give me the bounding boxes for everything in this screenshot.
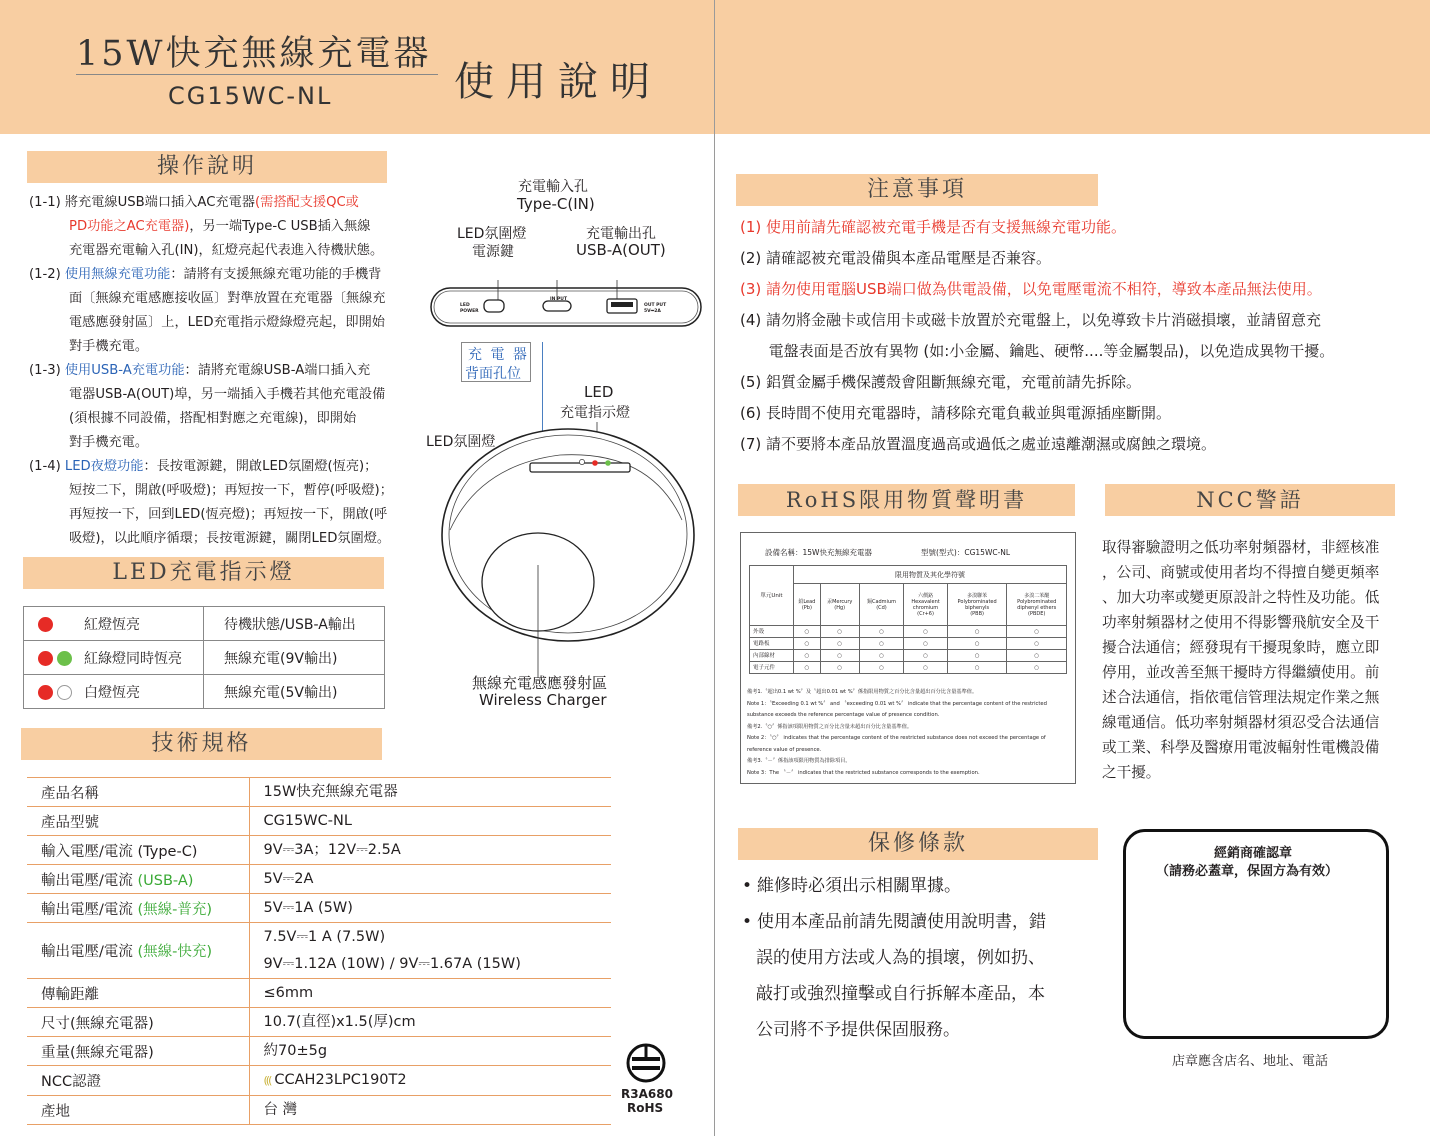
led-indicator-table <box>23 606 385 709</box>
instruction-text: ：請將有支援無線充電功能的手機背 <box>170 267 382 282</box>
spec-value <box>249 807 611 836</box>
rohs-footnote: 備考1.〝超出0.1 wt %〞及〝超出0.01 wt %〞係指限用物質之百分比含量超出百分比含量基準值。 <box>747 689 978 695</box>
back-hole-label-2: 背面孔位 <box>465 366 521 382</box>
ncc-line: 功率射頻器材之使用不得影響飛航安全及干 <box>1102 614 1380 631</box>
note-item: (5) 鋁質金屬手機保護殼會阻斷無線充電，充電前請先拆除。 <box>740 373 1142 391</box>
warranty-line <box>740 904 1110 940</box>
rohs-mark: ○ <box>1007 650 1067 662</box>
spec-row <box>27 778 611 807</box>
wireless-zone-label-en: Wireless Charger <box>479 691 607 709</box>
led-status-cell: 待機狀態/USB-A輸出 <box>204 607 385 641</box>
led-state-cell <box>24 641 204 675</box>
warranty-text: 公司將不予提供保固服務。 <box>756 1020 960 1040</box>
note-item: (3) 請勿使用電腦USB端口做為供電設備，以免電壓電流不相符，導致本產品無法使用。 <box>740 280 1322 298</box>
rohs-footnote: Note 2：〝○〞 indicates that the percentage content of the restricted substance does not exceed the percentage of <box>747 735 1046 741</box>
led-indicator-label-1: LED <box>584 383 614 401</box>
spec-value-line <box>264 807 612 835</box>
led-dot-icon <box>38 617 53 632</box>
rohs-mark: ○ <box>820 638 859 650</box>
ncc-line: 線電通信。低功率射頻器材須忍受合法通信 <box>1102 714 1380 731</box>
spec-key-variant: (USB-A) <box>137 872 194 889</box>
charger-diagram <box>420 170 710 730</box>
rohs-mark: ○ <box>904 638 948 650</box>
spec-value-text: CG15WC-NL <box>263 813 352 829</box>
spec-value <box>249 865 611 894</box>
rohs-mark: ○ <box>904 626 948 638</box>
spec-value-line <box>264 865 612 893</box>
spec-value-text: 15W快充無線充電器 <box>263 784 398 800</box>
spec-key <box>27 836 249 865</box>
rohs-unit-row <box>750 638 1067 650</box>
led-row <box>24 607 385 641</box>
rohs-mark: ○ <box>859 626 904 638</box>
rohs-unit: 內部線材 <box>750 650 794 662</box>
output-port-type-label: USB-A(OUT) <box>576 241 666 259</box>
spec-value-line <box>264 1066 612 1095</box>
instruction-text: PD功能之AC充電器) <box>69 219 190 234</box>
instruction-line <box>29 239 424 263</box>
rohs-footnote: 備考3.〝－〞係指該項限用物質為排除項目。 <box>747 758 851 764</box>
instruction-line <box>29 359 424 383</box>
ncc-line: 取得審驗證明之低功率射頻器材，非經核准 <box>1102 539 1380 556</box>
rohs-unit-row <box>750 662 1067 674</box>
spec-key <box>27 923 249 979</box>
spec-row <box>27 1096 611 1125</box>
stamp-subtitle: （請務必蓋章，保固方為有效） <box>1156 864 1339 879</box>
rohs-substance-row <box>750 584 1067 626</box>
instruction-line <box>29 263 424 287</box>
spec-value-line <box>264 924 612 951</box>
rohs-table-wrap <box>749 565 1067 674</box>
instruction-line <box>29 215 424 239</box>
product-model: CG15WC-NL <box>168 82 333 110</box>
spec-value-text: 約70±5g <box>263 1043 328 1059</box>
instruction-text: (須根據不同設備，搭配相對應之充電線)，即開始 <box>69 411 357 426</box>
spec-key <box>27 807 249 836</box>
input-port-label: 充電輸入孔 <box>518 179 588 195</box>
rohs-mark: ○ <box>859 638 904 650</box>
manual-title: 使用說明 <box>454 59 662 105</box>
note-item: (4) 請勿將金融卡或信用卡或磁卡放置於充電盤上，以免導致卡片消磁損壞，並請留意充 <box>740 311 1322 329</box>
spec-value <box>249 979 611 1008</box>
rohs-footnote: Note 3：The 〝－〞 indicates that the restricted substance corresponds to the exemption. <box>747 769 980 776</box>
rohs-footnote: reference value of presence. <box>747 746 822 753</box>
spec-key <box>27 1096 249 1125</box>
rohs-mark: ○ <box>1007 626 1067 638</box>
rohs-header-row <box>750 566 1067 584</box>
power-key-label-2: 電源鍵 <box>472 244 514 260</box>
instruction-text: 電器USB-A(OUT)埠，另一端插入手機若其他充電設備 <box>69 387 386 402</box>
led-row <box>24 675 385 709</box>
spec-value <box>249 923 611 979</box>
wireless-zone-label: 無線充電感應發射區 <box>472 674 608 692</box>
spec-row <box>27 807 611 836</box>
input-port-type-label: Type-C(IN) <box>517 195 595 213</box>
rohs-footnote: 備考2.〝○〞係指該項限用物質之百分比含量未超出百分比含量基準值。 <box>747 723 913 730</box>
instruction-number: (1-3) <box>29 363 61 378</box>
port-input-label: IN PUT <box>550 297 568 302</box>
spec-value-line <box>264 951 612 978</box>
warranty-text: 敲打或強烈撞擊或自行拆解本產品，本 <box>756 984 1045 1004</box>
warranty-line <box>740 868 1110 904</box>
header-band-right <box>715 0 1430 134</box>
stamp-title: 經銷商確認章 <box>1214 846 1293 861</box>
warranty-text: 使用本產品前請先閱讀使用說明書，錯 <box>757 912 1047 932</box>
rohs-heading: RoHS限用物質聲明書 <box>738 484 1075 516</box>
rohs-unit-header: 單元Unit <box>750 566 794 626</box>
spec-row <box>27 894 611 923</box>
bullet-icon: • <box>742 876 753 896</box>
instruction-text: 將充電線USB端口插入AC充電器 <box>64 195 255 210</box>
charger-top-view <box>420 410 710 680</box>
rohs-unit: 外殼 <box>750 626 794 638</box>
spec-key-text: 輸出電壓/電流 <box>41 944 138 960</box>
rohs-mark: ○ <box>820 650 859 662</box>
spec-key <box>27 894 249 923</box>
spec-value-text: 台 灣 <box>263 1102 298 1118</box>
spec-key-variant: (無線-普充) <box>137 901 213 918</box>
instruction-text: ，另一端Type-C USB插入無線 <box>189 219 371 234</box>
product-title: 15W快充無線充電器 <box>76 34 432 74</box>
rohs-footnote: Note 1：〝Exceeding 0.1 wt %〞 and 〝exceeding 0.01 wt %〞 indicate that the percentage content of the restricted <box>747 700 1047 707</box>
note-item: (1) 使用前請先確認被充電手機是否有支援無線充電功能。 <box>740 218 1127 236</box>
spec-row <box>27 1066 611 1096</box>
spec-value <box>249 1096 611 1125</box>
instruction-text: 充電器充電輸入孔(IN)，紅燈亮起代表進入待機狀態。 <box>69 243 384 258</box>
rohs-footnote: substance exceeds the reference percentage value of presence condition. <box>747 712 940 718</box>
instruction-text: ：請將充電線USB-A端口插入充 <box>184 363 371 378</box>
instruction-text: 對手機充電。 <box>69 435 149 450</box>
rohs-unit-row <box>750 626 1067 638</box>
rohs-unit: 電路板 <box>750 638 794 650</box>
spec-value <box>249 836 611 865</box>
rohs-model: 型號(型式)：CG15WC-NL <box>921 548 1011 557</box>
spec-value <box>249 1008 611 1037</box>
spec-value-line <box>264 1008 612 1036</box>
warranty-text: 誤的使用方法或人為的損壞，例如扔、 <box>756 948 1045 968</box>
rohs-unit: 電子元件 <box>750 662 794 674</box>
spec-value-text: ≤6mm <box>263 985 314 1001</box>
rohs-mark: ○ <box>904 662 948 674</box>
rohs-device-name: 設備名稱：15W快充無線充電器 <box>765 548 872 557</box>
spec-value <box>249 1037 611 1066</box>
stamp-caption: 店章應含店名、地址、電話 <box>1172 1054 1329 1069</box>
ncc-line: 、加大功率或變更原設計之特性及功能。低 <box>1102 589 1380 606</box>
ncc-line: 之干擾。 <box>1102 764 1161 781</box>
spec-value-line <box>264 1096 612 1124</box>
instruction-number: (1-4) <box>29 459 61 474</box>
led-indicator-label-2: 充電指示燈 <box>560 405 630 421</box>
rohs-mark: ○ <box>904 650 948 662</box>
spec-key-text: 傳輸距離 <box>41 986 99 1003</box>
rohs-mark: ○ <box>947 662 1007 674</box>
spec-row <box>27 836 611 865</box>
spec-row <box>27 1037 611 1066</box>
instruction-line <box>29 527 424 551</box>
rohs-substance: 鉛Lead (Pb) <box>794 584 821 626</box>
spec-value <box>249 778 611 807</box>
led-state-cell <box>24 607 204 641</box>
instruction-line <box>29 335 424 359</box>
led-status-cell: 無線充電(5V輸出) <box>204 675 385 709</box>
bullet-icon: • <box>742 912 753 932</box>
warranty-line <box>740 1012 1110 1048</box>
warranty-list <box>740 868 1110 1048</box>
ncc-line: ，公司、商號或使用者均不得擅自變更頻率 <box>1102 564 1380 581</box>
spec-row <box>27 865 611 894</box>
rohs-mark: ○ <box>947 650 1007 662</box>
spec-key-text: 重量(無線充電器) <box>41 1044 154 1061</box>
spec-value-text: 5V⎓2A <box>263 871 314 887</box>
ncc-line: 擾合法通信；經發現有干擾現象時，應立即 <box>1102 639 1380 656</box>
spec-key-text: 輸入電壓/電流 (Type-C) <box>41 843 198 860</box>
spec-key-text: 產品名稱 <box>41 785 99 802</box>
led-dots <box>38 617 84 633</box>
warranty-heading: 保修條款 <box>738 828 1098 860</box>
spec-value-text: 9V⎓1.12A (10W) / 9V⎓1.67A (15W) <box>263 955 521 972</box>
rohs-mark: ○ <box>794 626 821 638</box>
rohs-footnotes <box>747 687 1071 779</box>
led-state-label: 白燈恆亮 <box>84 684 140 701</box>
rohs-substance: 六價鉻 Hexavalent chromium (Cr+6) <box>904 584 948 626</box>
rohs-substance: 多溴二苯醚 Polybrominated diphenyl ethers (PBDE) <box>1007 584 1067 626</box>
instruction-line <box>29 455 424 479</box>
operation-heading: 操作說明 <box>27 151 387 183</box>
spec-key <box>27 979 249 1008</box>
ncc-warning <box>1102 535 1412 785</box>
port-output-label: OUT PUT 5V⎓2A <box>644 303 667 314</box>
rohs-substance: 汞Mercury (Hg) <box>820 584 859 626</box>
warranty-line <box>740 940 1110 976</box>
led-heading: LED充電指示燈 <box>23 557 384 589</box>
led-dot-icon <box>57 651 72 666</box>
instruction-text: 再短按一下，回到LED(恆亮燈)；再短按一下，開啟(呼 <box>69 507 388 522</box>
instruction-text: 電感應發射區〕上，LED充電指示燈綠燈亮起，即開始 <box>69 315 385 330</box>
rohs-mark: ○ <box>1007 662 1067 674</box>
spec-row <box>27 923 611 979</box>
spec-value <box>249 894 611 923</box>
spec-key-text: 尺寸(無線充電器) <box>41 1015 154 1032</box>
note-item: (7) 請不要將本產品放置溫度過高或過低之處並遠離潮濕或腐蝕之環境。 <box>740 435 1217 453</box>
rohs-mark: ○ <box>947 626 1007 638</box>
ncc-line: 述合法通信，指依電信管理法規定作業之無 <box>1102 689 1380 706</box>
ncc-heading: NCC警語 <box>1105 484 1395 516</box>
spec-value-text: 9V⎓3A；12V⎓2.5A <box>263 842 401 858</box>
instruction-line <box>29 191 424 215</box>
instruction-number: (1-1) <box>29 195 61 210</box>
center-fold-line <box>714 0 715 1136</box>
title-divider <box>76 74 438 75</box>
rohs-mark: ○ <box>859 662 904 674</box>
spec-key <box>27 1066 249 1096</box>
bsmi-mark-icon <box>626 1043 666 1087</box>
rohs-declaration <box>740 532 1076 784</box>
spec-key-text: 輸出電壓/電流 <box>41 901 138 918</box>
led-dot-icon <box>38 651 53 666</box>
instruction-line <box>29 287 424 311</box>
led-state-label: 紅綠燈同時恆亮 <box>84 650 182 667</box>
instruction-text: ：長按電源鍵，開啟LED氛圍燈(恆亮)； <box>143 459 378 474</box>
led-dot-icon <box>57 685 72 700</box>
rohs-mark: ○ <box>794 650 821 662</box>
rohs-mark: ○ <box>1007 638 1067 650</box>
spec-value-text: 5V⎓1A (5W) <box>263 900 353 916</box>
instruction-line <box>29 383 424 407</box>
instruction-line <box>29 479 424 503</box>
power-key-label-1: LED氛圍燈 <box>457 226 527 242</box>
spec-row <box>27 1008 611 1037</box>
spec-value-text: 10.7(直徑)x1.5(厚)cm <box>263 1014 416 1030</box>
instruction-number: (1-2) <box>29 267 61 282</box>
instruction-text: LED夜燈功能 <box>64 459 144 474</box>
ncc-line: 停用，並改善至無干擾時方得繼續使用。前 <box>1102 664 1380 681</box>
spec-value-line <box>264 979 612 1007</box>
note-item: (2) 請確認被充電設備與本產品電壓是否兼容。 <box>740 249 1052 267</box>
spec-value-text: 7.5V⎓1 A (7.5W) <box>263 928 386 945</box>
spec-row <box>27 979 611 1008</box>
rohs-unit-row <box>750 650 1067 662</box>
rohs-table-title: 限用物質及其化學符號 <box>794 566 1067 584</box>
led-ambient-label: LED氛圍燈 <box>426 434 496 450</box>
rohs-mark: ○ <box>820 662 859 674</box>
instruction-text: 短按二下，開啟(呼吸燈)；再短按一下，暫停(呼吸燈)； <box>69 483 393 498</box>
rohs-substance: 多溴聯苯 Polybrominated biphenyls (PBB) <box>947 584 1007 626</box>
spec-key <box>27 1008 249 1037</box>
bsmi-code: R3A680 <box>621 1087 673 1101</box>
spec-key <box>27 865 249 894</box>
led-row <box>24 641 385 675</box>
led-dots <box>38 651 84 667</box>
spec-value-text: CCAH23LPC190T2 <box>274 1072 407 1088</box>
instruction-text: 面〔無線充電感應接收區〕對準放置在充電器〔無線充 <box>69 291 386 306</box>
spec-value-line <box>264 778 612 806</box>
instruction-line <box>29 407 424 431</box>
instruction-text: 吸燈)，以此順序循環；長按電源鍵，關閉LED氛圍燈。 <box>69 531 391 546</box>
instruction-line <box>29 431 424 455</box>
ncc-line: 或工業、科學及醫療用電波輻射性電機設備 <box>1102 739 1380 756</box>
note-item: (6) 長時間不使用充電器時，請移除充電負載並與電源插座斷開。 <box>740 404 1172 422</box>
rohs-mark: ○ <box>794 662 821 674</box>
rohs-mark: ○ <box>820 626 859 638</box>
spec-value-line <box>264 1037 612 1065</box>
spec-key-text: 產地 <box>41 1103 70 1120</box>
led-status-cell: 無線充電(9V輸出) <box>204 641 385 675</box>
rohs-mark: ○ <box>859 650 904 662</box>
rohs-table <box>749 565 1067 674</box>
spec-value-line <box>264 836 612 864</box>
rohs-mark: ○ <box>947 638 1007 650</box>
led-dot-icon <box>38 685 53 700</box>
back-hole-label-1: 充 電 器 <box>468 347 529 363</box>
notes-list <box>740 212 1410 460</box>
rohs-mark: ○ <box>794 638 821 650</box>
note-item: 電盤表面是否放有異物 (如:小金屬、鑰匙、硬幣....等金屬製品)，以免造成異物干擾。 <box>740 342 1335 360</box>
spec-value-line <box>264 894 612 922</box>
instruction-text: (需搭配支援QC或 <box>254 195 359 210</box>
instruction-text: 使用無線充電功能 <box>64 267 171 282</box>
led-state-label: 紅燈恆亮 <box>84 616 140 633</box>
spec-key-text: NCC認證 <box>41 1074 102 1090</box>
bsmi-rohs: RoHS <box>627 1101 664 1115</box>
spec-value <box>249 1066 611 1096</box>
notes-heading: 注意事項 <box>736 174 1098 206</box>
operation-instructions <box>29 191 424 551</box>
spec-key <box>27 778 249 807</box>
instruction-line <box>29 311 424 335</box>
port-led-power-label: LED POWER <box>460 303 479 314</box>
led-state-cell <box>24 675 204 709</box>
specs-table <box>27 777 611 1125</box>
spec-key <box>27 1037 249 1066</box>
warranty-line <box>740 976 1110 1012</box>
led-dots <box>38 685 84 701</box>
warranty-text: 維修時必須出示相關單據。 <box>757 876 962 896</box>
output-port-label: 充電輸出孔 <box>586 226 656 242</box>
specs-heading: 技術規格 <box>21 728 382 760</box>
instruction-text: 使用USB-A充電功能 <box>64 363 185 378</box>
spec-key-text: 產品型號 <box>41 814 99 831</box>
spec-key-variant: (無線-快充) <box>137 944 213 960</box>
spec-key-text: 輸出電壓/電流 <box>41 872 138 889</box>
rohs-substance: 鎘Cadmium (Cd) <box>859 584 904 626</box>
ncc-logo-icon: ((( <box>263 1074 271 1087</box>
instruction-line <box>29 503 424 527</box>
instruction-text: 對手機充電。 <box>69 339 149 354</box>
